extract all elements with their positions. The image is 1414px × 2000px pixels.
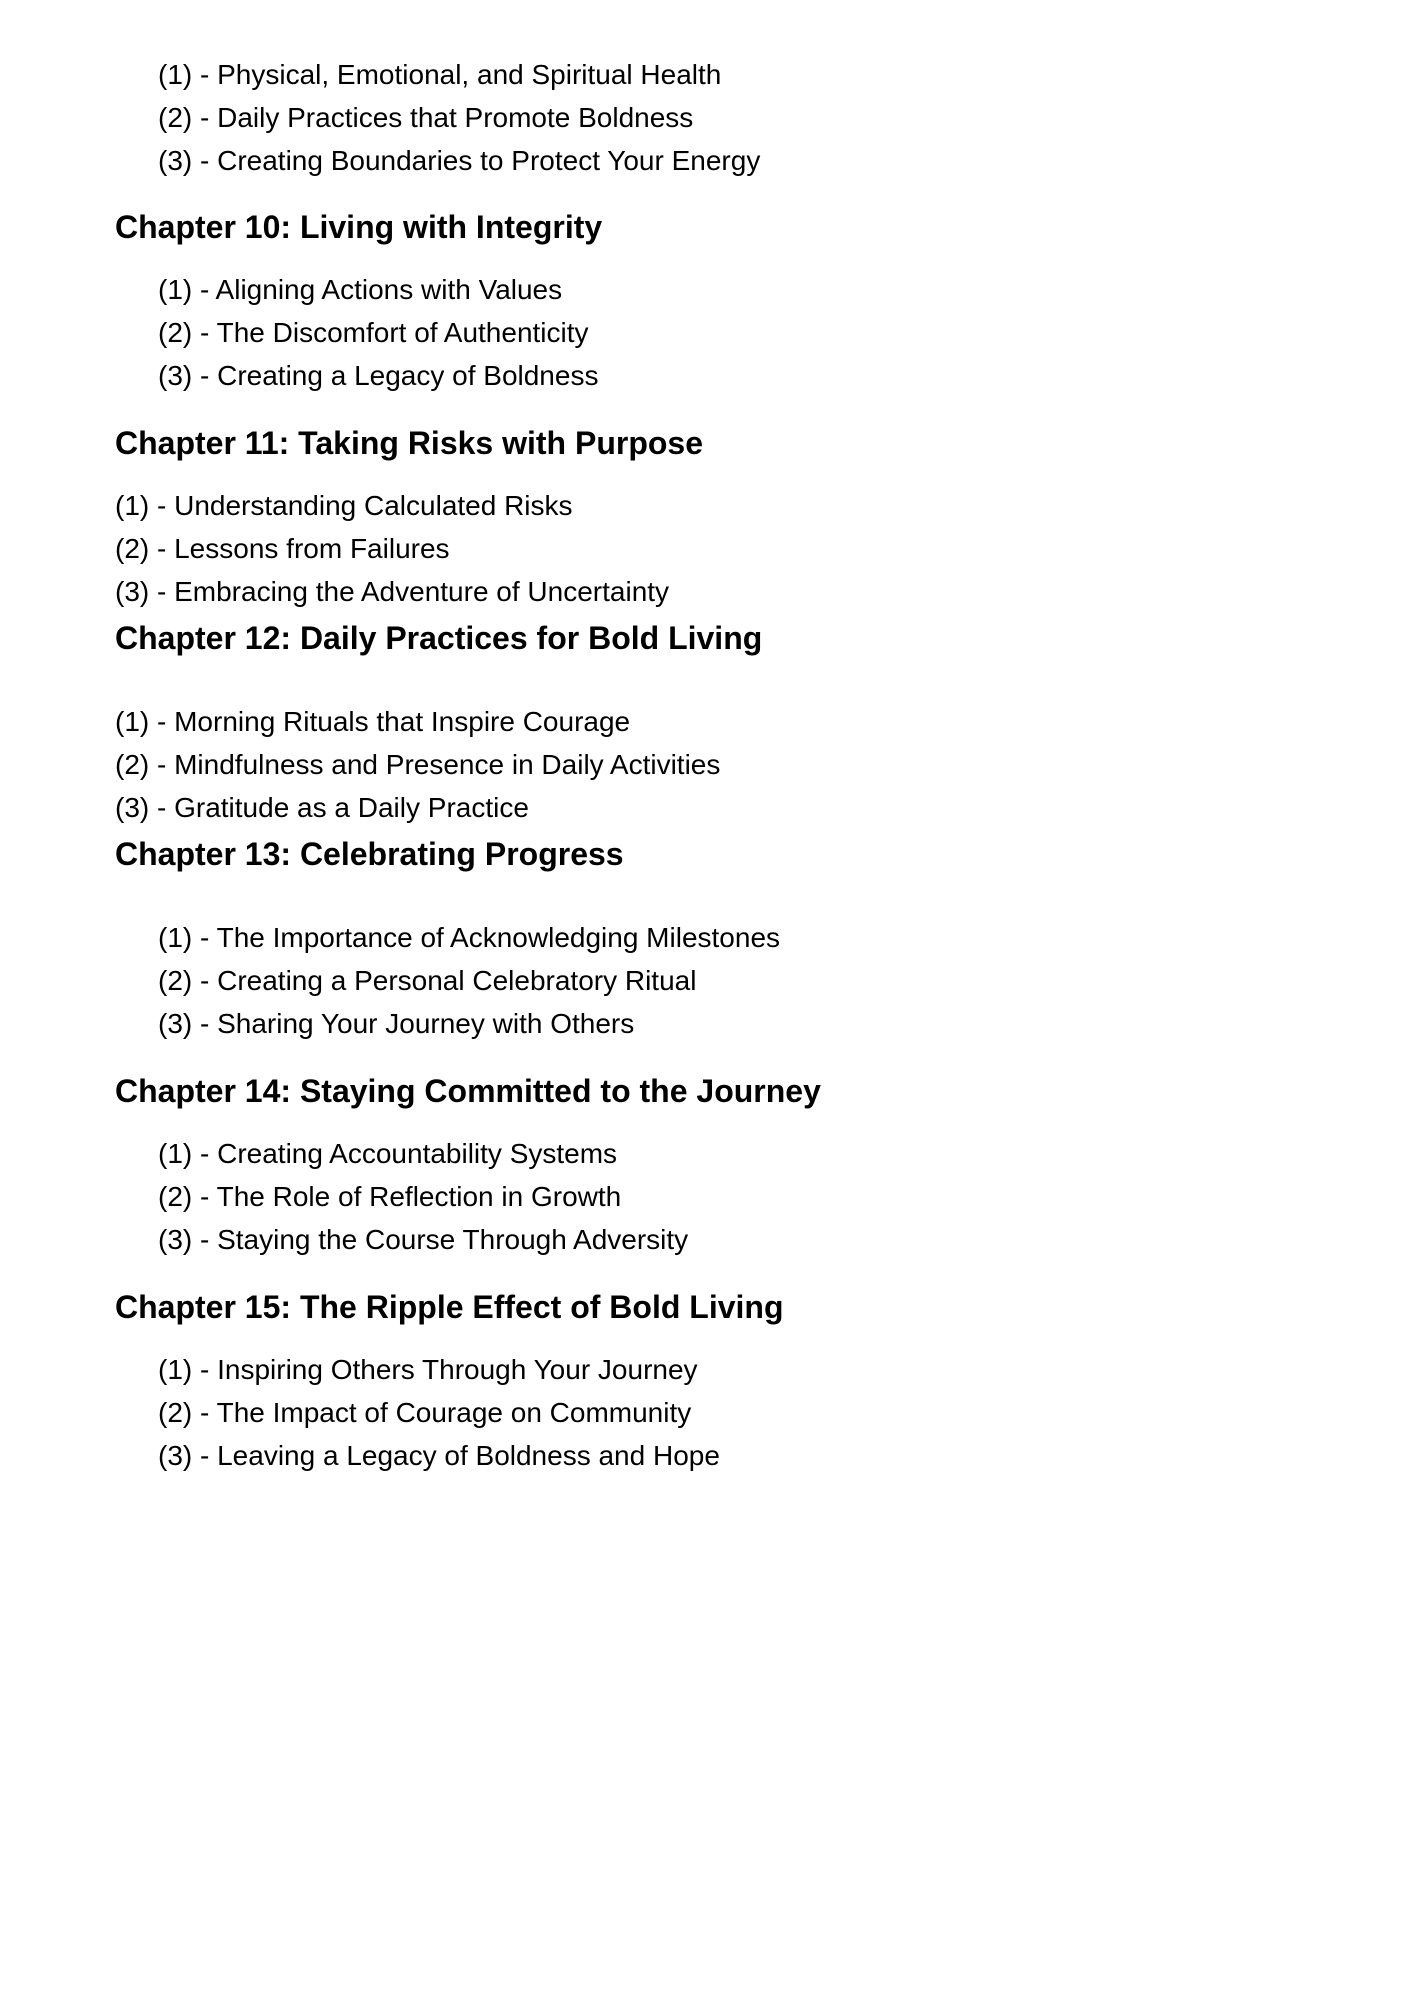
chapter-15-heading: Chapter 15: The Ripple Effect of Bold Living xyxy=(115,1289,784,1325)
list-item: (2) - The Discomfort of Authenticity xyxy=(158,317,589,348)
list-item: (1) - Morning Rituals that Inspire Courage xyxy=(115,706,631,737)
list-item: (2) - The Impact of Courage on Community xyxy=(158,1397,692,1428)
list-item: (3) - Creating a Legacy of Boldness xyxy=(158,360,599,391)
list-item: (2) - Mindfulness and Presence in Daily Activities xyxy=(115,749,721,780)
list-item: (1) - The Importance of Acknowledging Milestones xyxy=(158,922,781,953)
list-item: (1) - Understanding Calculated Risks xyxy=(115,490,573,521)
list-item: (1) - Creating Accountability Systems xyxy=(158,1138,618,1169)
list-item: (2) - Daily Practices that Promote Boldness xyxy=(158,102,694,133)
chapter-13-heading: Chapter 13: Celebrating Progress xyxy=(115,836,624,872)
list-item: (3) - Leaving a Legacy of Boldness and Hope xyxy=(158,1440,720,1471)
list-item: (1) - Physical, Emotional, and Spiritual Health xyxy=(158,59,722,90)
list-item: (3) - Creating Boundaries to Protect Your Energy xyxy=(158,145,761,176)
list-item: (3) - Sharing Your Journey with Others xyxy=(158,1008,635,1039)
chapter-14-heading: Chapter 14: Staying Committed to the Journey xyxy=(115,1073,821,1109)
list-item: (3) - Gratitude as a Daily Practice xyxy=(115,792,529,823)
list-item: (1) - Inspiring Others Through Your Journey xyxy=(158,1354,698,1385)
chapter-10-heading: Chapter 10: Living with Integrity xyxy=(115,209,603,245)
list-item: (3) - Embracing the Adventure of Uncertainty xyxy=(115,576,670,607)
list-item: (1) - Aligning Actions with Values xyxy=(158,274,563,305)
chapter-12-heading: Chapter 12: Daily Practices for Bold Living xyxy=(115,620,763,656)
list-item: (2) - The Role of Reflection in Growth xyxy=(158,1181,622,1212)
list-item: (2) - Lessons from Failures xyxy=(115,533,450,564)
list-item: (2) - Creating a Personal Celebratory Ritual xyxy=(158,965,697,996)
list-item: (3) - Staying the Course Through Adversity xyxy=(158,1224,689,1255)
chapter-11-heading: Chapter 11: Taking Risks with Purpose xyxy=(115,425,703,461)
